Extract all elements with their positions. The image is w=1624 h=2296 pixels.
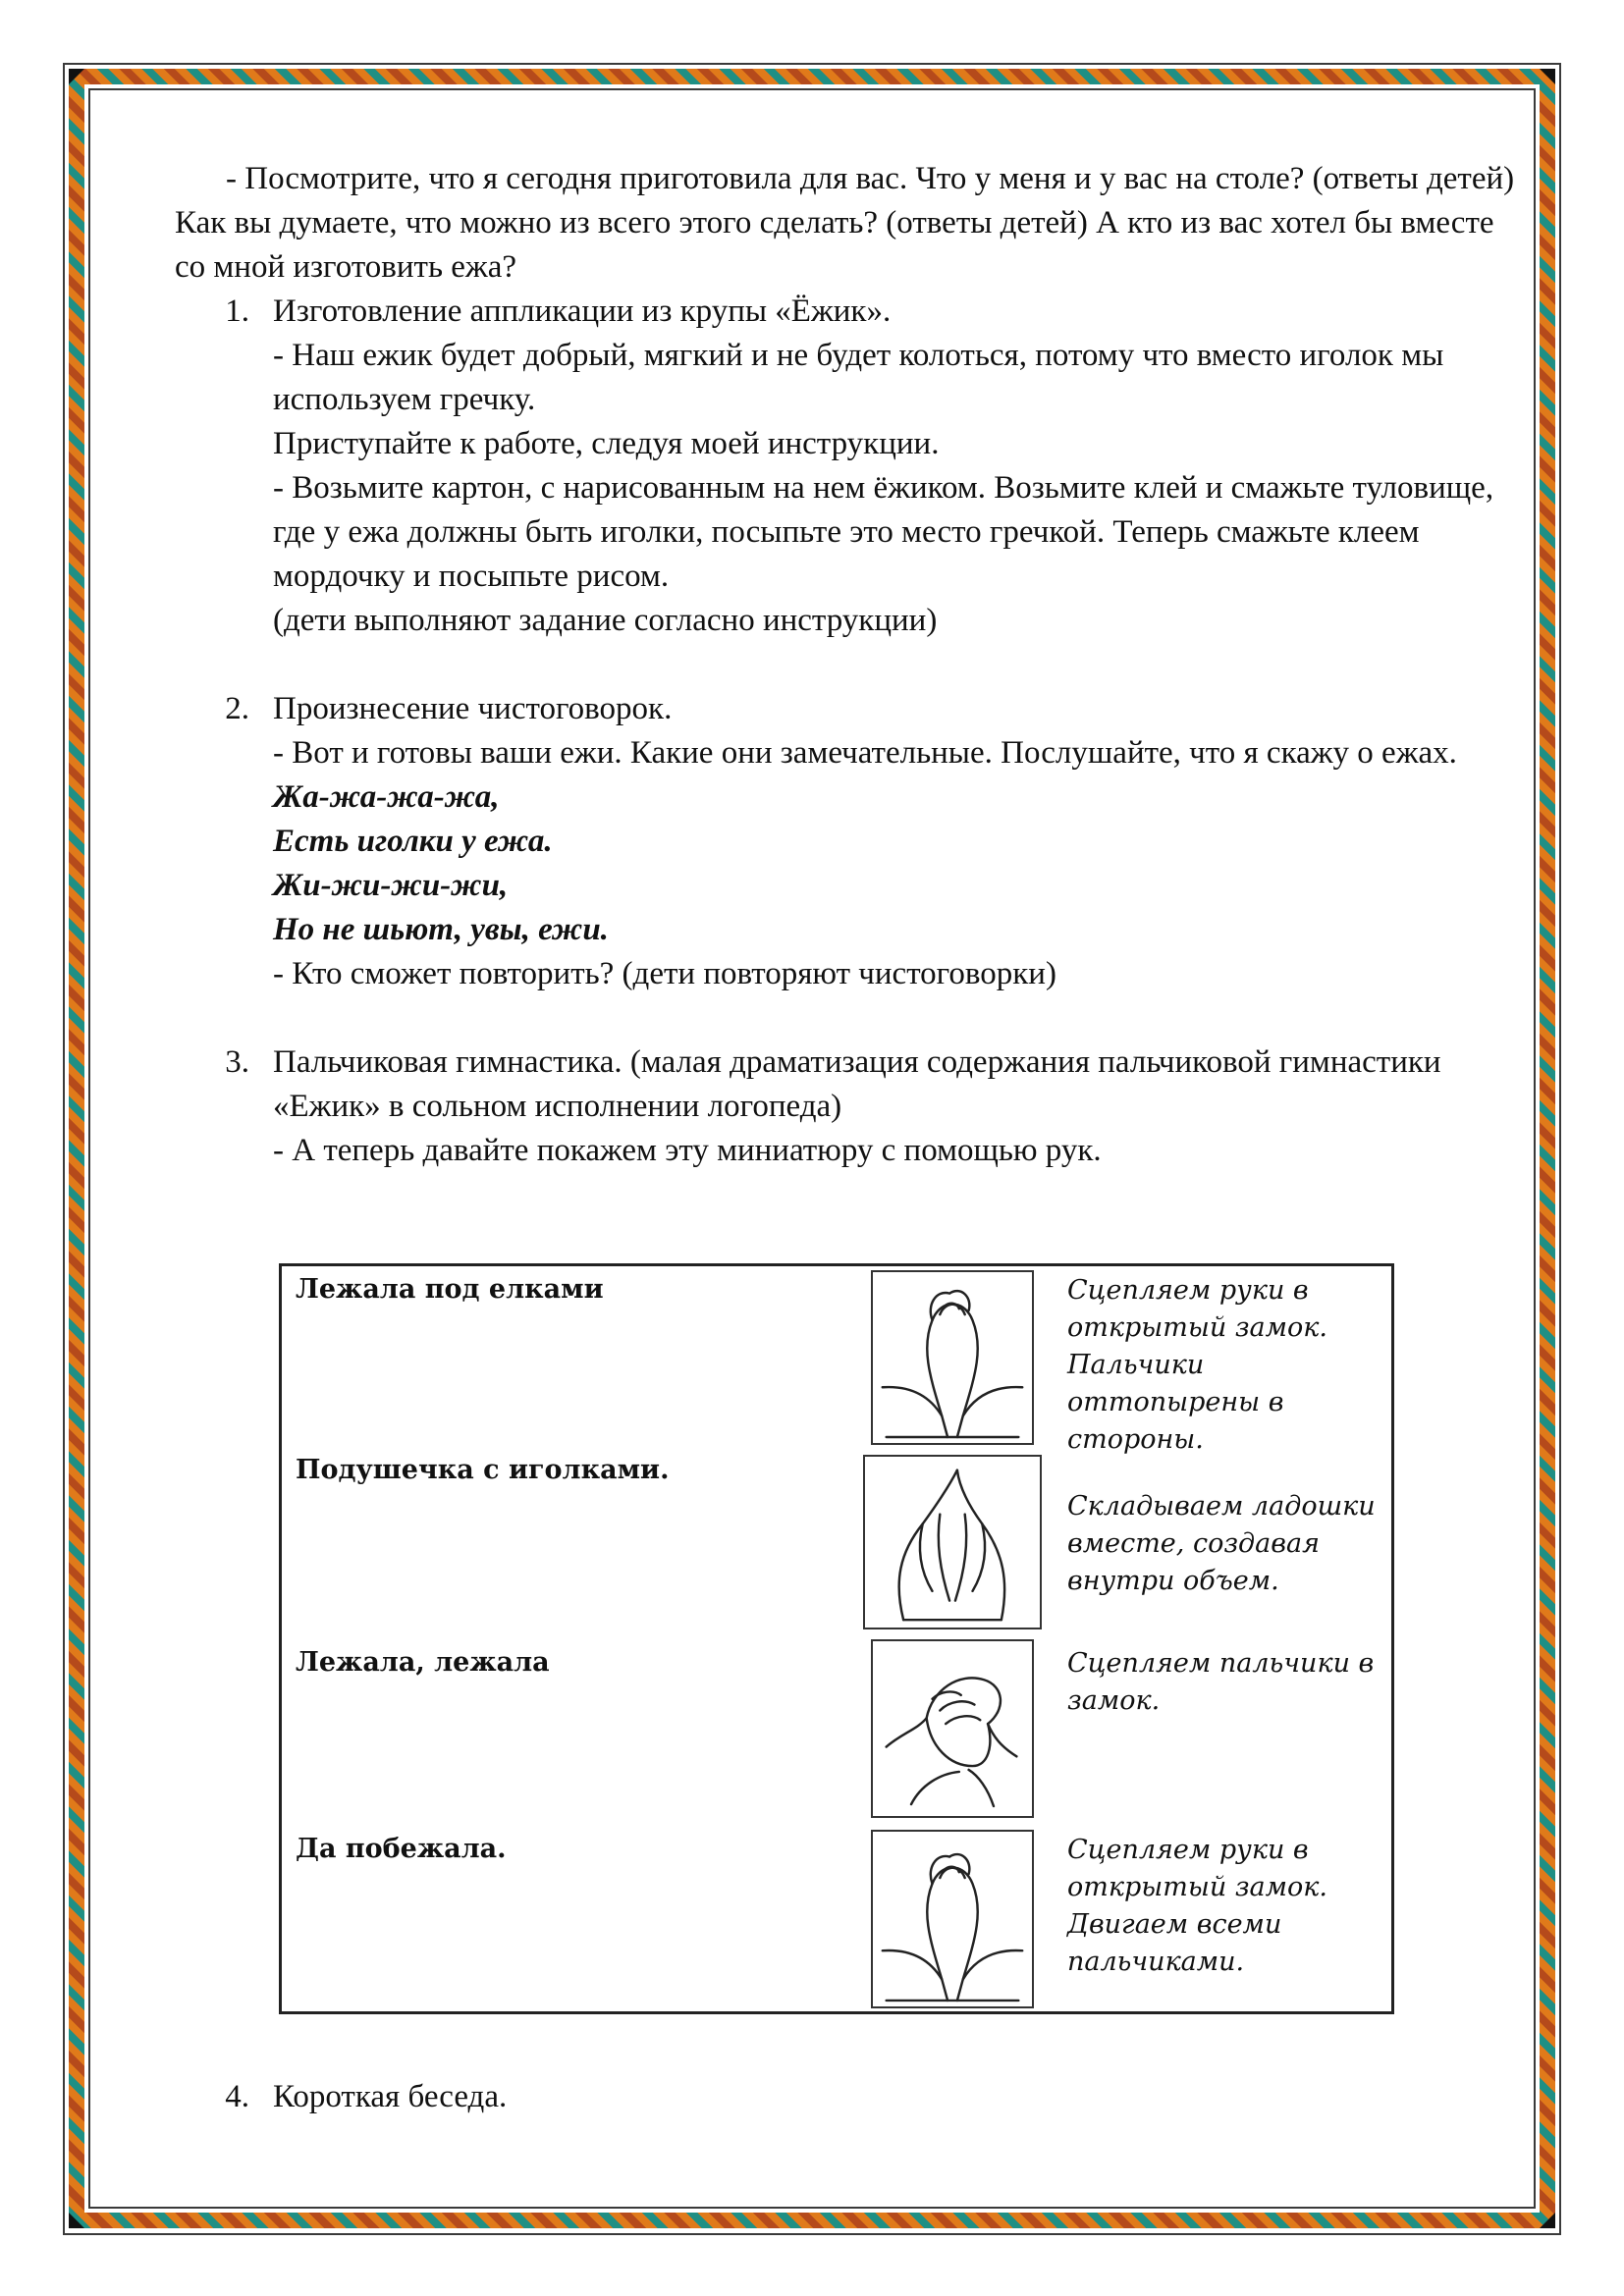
corner-ornament bbox=[1540, 2213, 1555, 2228]
document-body bbox=[175, 157, 1520, 1173]
list-item-body bbox=[175, 1129, 1520, 1173]
paragraph: - Вот и готовы ваши ежи. Какие они замечательные. Послушайте, что я скажу о ежах. bbox=[273, 735, 1457, 771]
list-title: Пальчиковая гимнастика. (малая драматизация содержания пальчиковой гимнастики «Ежик» в сольном исполнении логопеда) bbox=[273, 1044, 1441, 1124]
gymnastics-row bbox=[282, 1826, 1391, 2012]
gymnastics-instruction: Сцепляем руки в открытый замок. Двигаем всеми пальчиками. bbox=[1067, 1835, 1327, 1977]
paragraph: - Наш ежик будет добрый, мягкий и не будет колоться, потому что вместо иголок мы используем гречку. bbox=[273, 338, 1444, 417]
gymnastics-row bbox=[282, 1453, 1391, 1639]
paragraph: Приступайте к работе, следуя моей инструкции. bbox=[273, 426, 940, 461]
hands-open-lock-icon bbox=[871, 1830, 1034, 2008]
gymnastics-row bbox=[282, 1266, 1391, 1453]
hands-open-lock-icon bbox=[871, 1270, 1034, 1445]
verse-line: Жа-жа-жа-жа, bbox=[273, 779, 500, 815]
list-number: 2. bbox=[225, 691, 249, 726]
paragraph: - Возьмите картон, с нарисованным на нем ёжиком. Возьмите клей и смажьте туловище, где у ежа должны быть иголки, посыпьте это место гречкой. Теперь смажьте клеем мордочку и посыпьте рисом. bbox=[273, 470, 1494, 594]
list-number: 3. bbox=[225, 1044, 249, 1080]
gymnastics-phrase: Подушечка с иголками. bbox=[296, 1455, 670, 1485]
paragraph: - Кто сможет повторить? (дети повторяют чистоговорки) bbox=[273, 956, 1056, 991]
spacer bbox=[175, 643, 1520, 687]
list-item-body bbox=[175, 334, 1520, 643]
list-number: 1. bbox=[225, 294, 249, 329]
paragraph: (дети выполняют задание согласно инструкции) bbox=[273, 603, 938, 638]
gymnastics-instruction: Складываем ладошки вместе, создавая внутри объем. bbox=[1067, 1491, 1376, 1596]
hands-interlocked-fingers-icon bbox=[871, 1639, 1034, 1818]
gymnastics-phrase: Да побежала. bbox=[296, 1834, 507, 1864]
verse-line: Но не шьют, увы, ежи. bbox=[273, 912, 609, 947]
list-item bbox=[175, 290, 1520, 334]
gymnastics-phrase: Лежала, лежала bbox=[296, 1647, 550, 1678]
verse-line: Есть иголки у ежа. bbox=[273, 824, 553, 859]
list-title: Произнесение чистоговорок. bbox=[273, 691, 673, 726]
hands-palms-together-icon bbox=[863, 1455, 1042, 1629]
gymnastics-row bbox=[282, 1639, 1391, 1826]
intro-paragraph: - Посмотрите, что я сегодня приготовила для вас. Что у меня и у вас на столе? (ответы детей) Как вы думаете, что можно из всего этого сделать? (ответы детей) А кто из вас хотел бы вместе со мной изготовить ежа? bbox=[175, 161, 1515, 285]
gymnastics-instruction: Сцепляем пальчики в замок. bbox=[1067, 1648, 1375, 1716]
document-body-tail bbox=[175, 2075, 1520, 2119]
list-title: Изготовление аппликации из крупы «Ёжик». bbox=[273, 294, 892, 329]
list-item-body bbox=[175, 731, 1520, 996]
gymnastics-phrase: Лежала под елками bbox=[296, 1274, 604, 1305]
gymnastics-instruction: Сцепляем руки в открытый замок. Пальчики оттопырены в стороны. bbox=[1067, 1275, 1327, 1455]
list-number: 4. bbox=[225, 2079, 249, 2114]
gymnastics-table bbox=[279, 1263, 1394, 2014]
list-item bbox=[175, 1041, 1520, 1129]
list-item bbox=[175, 2075, 1520, 2119]
paragraph: - А теперь давайте покажем эту миниатюру с помощью рук. bbox=[273, 1133, 1102, 1168]
spacer bbox=[175, 996, 1520, 1041]
list-item bbox=[175, 687, 1520, 731]
corner-ornament bbox=[69, 69, 84, 84]
list-title: Короткая беседа. bbox=[273, 2079, 508, 2114]
corner-ornament bbox=[1540, 69, 1555, 84]
verse-line: Жи-жи-жи-жи, bbox=[273, 868, 509, 903]
corner-ornament bbox=[69, 2213, 84, 2228]
